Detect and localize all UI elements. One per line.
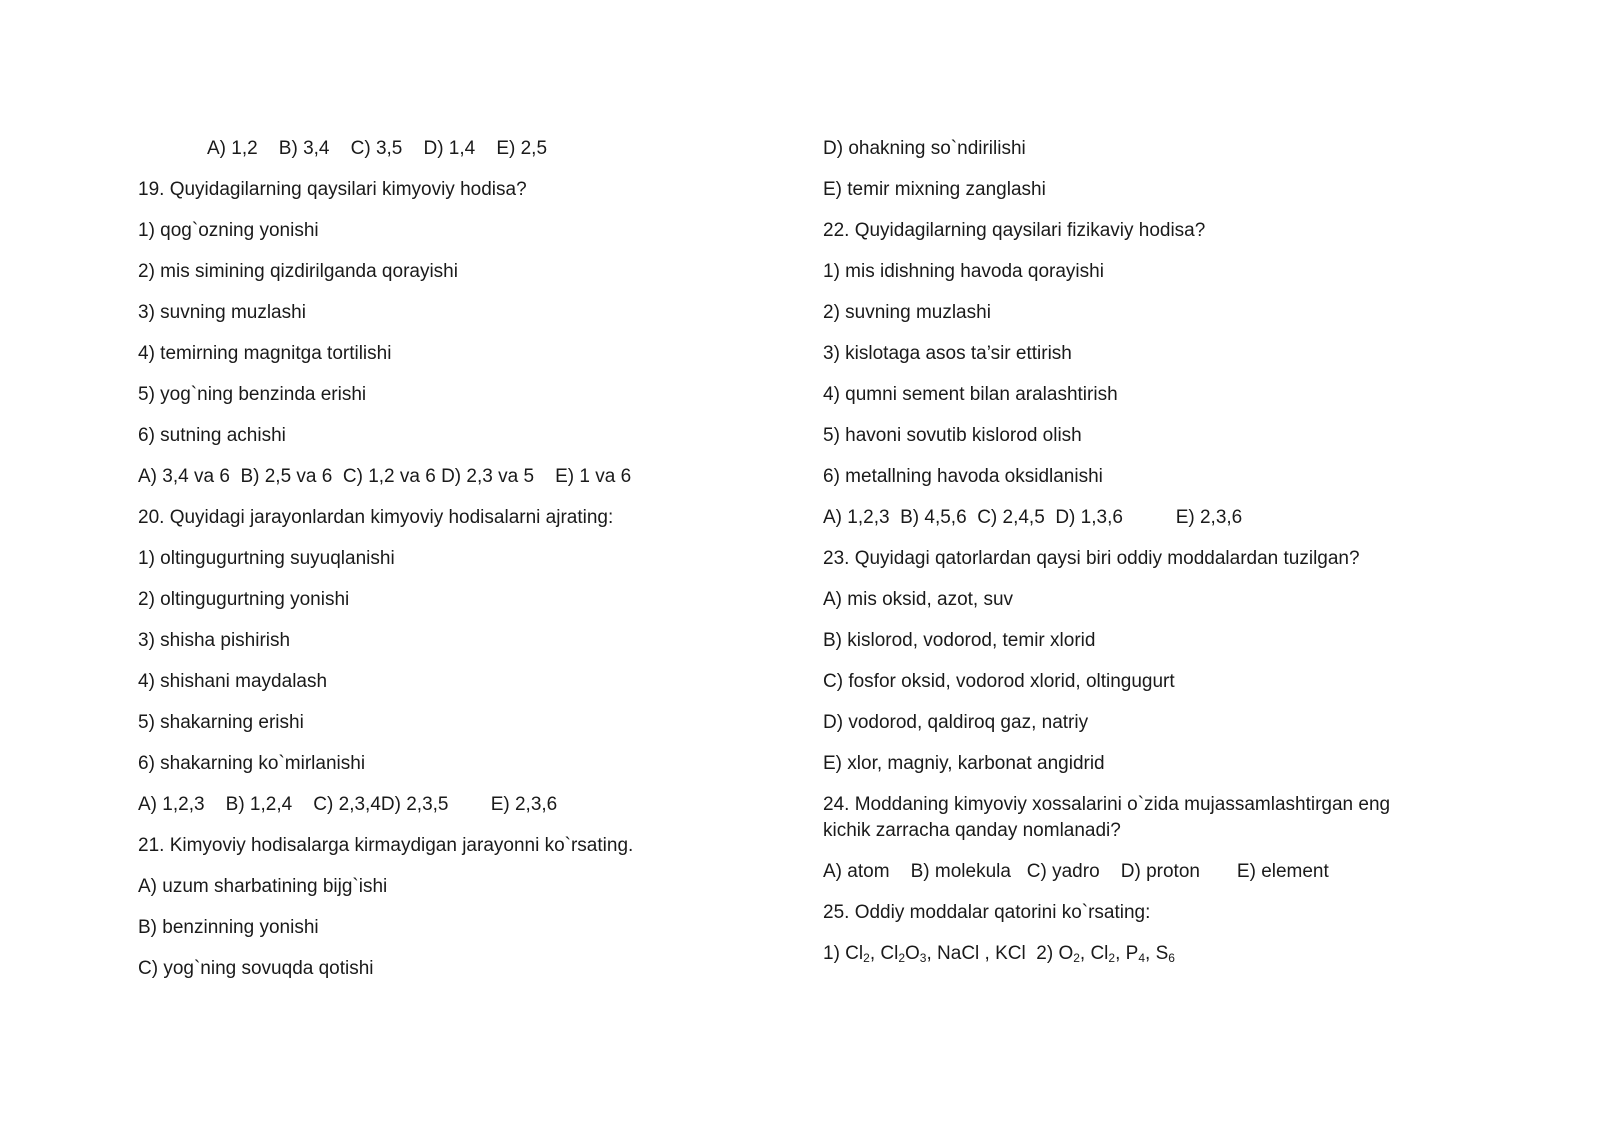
q19-item-1: 1) qog`ozning yonishi [138, 220, 319, 241]
formula-text: , NaCl , KCl 2) O [926, 943, 1074, 964]
q22-item-1: 1) mis idishning havoda qorayishi [823, 261, 1104, 282]
q22-item-6: 6) metallning havoda oksidlanishi [823, 466, 1103, 487]
q19-item-4: 4) temirning magnitga tortilishi [138, 343, 392, 364]
subscript: 3 [919, 951, 927, 965]
formula-text: , Cl [1079, 943, 1109, 964]
q21-option-d: D) ohakning so`ndirilishi [823, 138, 1026, 159]
formula-text: , S [1145, 943, 1169, 964]
q18-answer-options: A) 1,2 B) 3,4 C) 3,5 D) 1,4 E) 2,5 [207, 138, 548, 159]
q19-item-2: 2) mis simining qizdirilganda qorayishi [138, 261, 458, 282]
q20-answer-options: A) 1,2,3 B) 1,2,4 C) 2,3,4D) 2,3,5 E) 2,3,6 [138, 794, 558, 815]
left-column [138, 136, 778, 997]
q19-item-6: 6) sutning achishi [138, 425, 286, 446]
q24-answer-options: A) atom B) molekula C) yadro D) proton E) element [823, 861, 1329, 882]
q20-question: 20. Quyidagi jarayonlardan kimyoviy hodisalarni ajrating: [138, 507, 614, 528]
q20-item-1: 1) oltingugurtning suyuqlanishi [138, 548, 395, 569]
q20-item-3: 3) shisha pishirish [138, 630, 291, 651]
q22-item-4: 4) qumni sement bilan aralashtirish [823, 384, 1118, 405]
q23-option-c: C) fosfor oksid, vodorod xlorid, oltingugurt [823, 671, 1175, 692]
q19-item-3: 3) suvning muzlashi [138, 302, 306, 323]
formula-text: , P [1115, 943, 1139, 964]
q23-option-d: D) vodorod, qaldiroq gaz, natriy [823, 712, 1089, 733]
q20-item-4: 4) shishani maydalash [138, 671, 328, 692]
subscript: 4 [1138, 951, 1146, 965]
formula-text: 1) Cl [823, 943, 864, 964]
q21-option-a: A) uzum sharbatining bijg`ishi [138, 876, 388, 897]
q25-formula-line [823, 941, 1423, 967]
subscript: 2 [1073, 951, 1080, 965]
subscript: 2 [863, 951, 870, 965]
q21-option-e: E) temir mixning zanglashi [823, 179, 1046, 200]
q23-question: 23. Quyidagi qatorlardan qaysi biri oddiy moddalardan tuzilgan? [823, 548, 1360, 569]
q24-question: 24. Moddaning kimyoviy xossalarini o`zida mujassamlashtirgan eng kichik zarracha qanday nomlanadi? [823, 794, 1391, 841]
q19-question: 19. Quyidagilarning qaysilari kimyoviy hodisa? [138, 179, 527, 200]
formula-text: , Cl [869, 943, 899, 964]
q20-item-5: 5) shakarning erishi [138, 712, 304, 733]
q22-item-3: 3) kislotaga asos ta’sir ettirish [823, 343, 1072, 364]
q25-question: 25. Oddiy moddalar qatorini ko`rsating: [823, 902, 1151, 923]
subscript: 2 [1108, 951, 1116, 965]
q20-item-2: 2) oltingugurtning yonishi [138, 589, 350, 610]
q21-option-b: B) benzinning yonishi [138, 917, 319, 938]
subscript: 6 [1168, 951, 1175, 965]
q21-option-c: C) yog`ning sovuqda qotishi [138, 958, 374, 979]
q22-item-5: 5) havoni sovutib kislorod olish [823, 425, 1082, 446]
q19-item-5: 5) yog`ning benzinda erishi [138, 384, 367, 405]
q23-option-b: B) kislorod, vodorod, temir xlorid [823, 630, 1096, 651]
formula-text: O [905, 943, 920, 964]
q23-option-a: A) mis oksid, azot, suv [823, 589, 1014, 610]
q22-answer-options: A) 1,2,3 B) 4,5,6 C) 2,4,5 D) 1,3,6 E) 2,3,6 [823, 507, 1243, 528]
q22-item-2: 2) suvning muzlashi [823, 302, 991, 323]
q20-item-6: 6) shakarning ko`mirlanishi [138, 753, 366, 774]
right-column [823, 136, 1423, 982]
q23-option-e: E) xlor, magniy, karbonat angidrid [823, 753, 1105, 774]
subscript: 2 [898, 951, 905, 965]
q21-question: 21. Kimyoviy hodisalarga kirmaydigan jarayonni ko`rsating. [138, 835, 634, 856]
q19-answer-options: A) 3,4 va 6 B) 2,5 va 6 C) 1,2 va 6 D) 2,3 va 5 E) 1 va 6 [138, 466, 632, 487]
q22-question: 22. Quyidagilarning qaysilari fizikaviy hodisa? [823, 220, 1206, 241]
